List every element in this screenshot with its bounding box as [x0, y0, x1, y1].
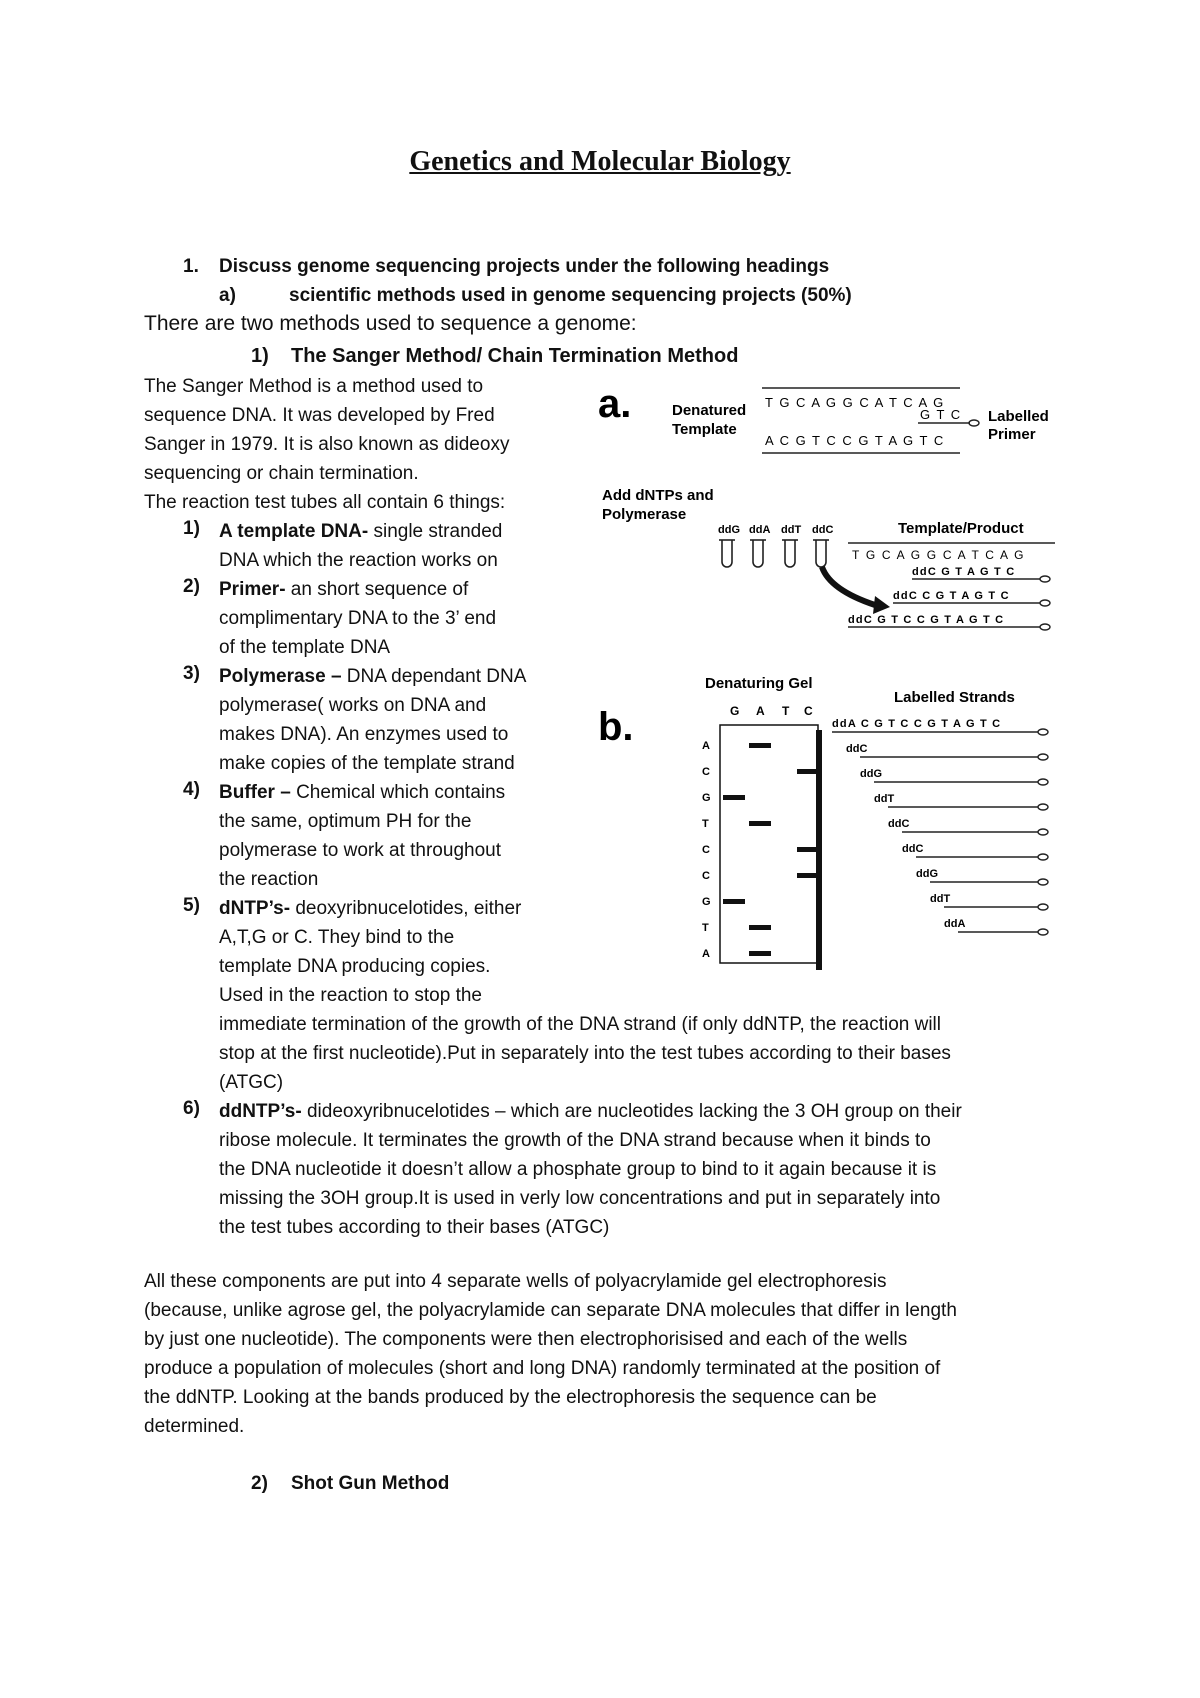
gel-row-label: C — [702, 870, 710, 882]
strand-label: ddC — [846, 743, 868, 755]
gel-band — [797, 873, 819, 878]
para2-line: produce a population of molecules (short and long DNA) randomly terminated at the position of — [144, 1358, 941, 1379]
item-line: the DNA nucleotide it doesn’t allow a phosphate group to bind to it again because it is — [219, 1159, 937, 1180]
item-number: 5) — [183, 895, 200, 916]
document-title: Genetics and Molecular Biology — [409, 146, 791, 177]
para2-line: All these components are put into 4 separate wells of polyacrylamide gel electrophoresis — [144, 1271, 887, 1292]
strand-label: ddG — [916, 868, 938, 880]
tube-label: ddT — [781, 524, 802, 536]
para1-line: sequence DNA. It was developed by Fred — [144, 405, 495, 426]
para1-line: The Sanger Method is a method used to — [144, 376, 484, 397]
item-line: the reaction — [219, 869, 319, 890]
gel-row-label: A — [702, 948, 710, 960]
method1-number: 1) — [251, 345, 269, 367]
denatured-template-label: Template — [672, 421, 737, 438]
strand-label: ddA C G T C C G T A G T C — [832, 718, 1002, 730]
para2-line: by just one nucleotide). The components were then electrophorisised and each of the wells — [144, 1329, 908, 1350]
arrowhead-icon — [873, 596, 890, 614]
svg-text:T G C A G G C A T C A G: T G C A G G C A T C A G — [852, 548, 1026, 562]
gel-title: Denaturing Gel — [705, 675, 813, 692]
primer-strand — [918, 407, 979, 426]
label-tag-icon — [1038, 754, 1048, 760]
para2-line: the ddNTP. Looking at the bands produced by the electrophoresis the sequence can be — [144, 1387, 877, 1408]
method2-title: Shot Gun Method — [291, 1473, 450, 1494]
item-line: ribose molecule. It terminates the growth of the DNA strand because when it binds to — [219, 1130, 931, 1151]
svg-text:A C G T C C G T A G T C: A C G T C C G T A G T C — [765, 433, 945, 448]
subquestion-label: a) — [219, 285, 236, 306]
gel-row-label: T — [702, 922, 709, 934]
item-term: Buffer – — [219, 782, 291, 803]
label-tag-icon — [1038, 854, 1048, 860]
item-line: missing the 3OH group.It is used in verly low concentrations and put in separately into — [219, 1188, 941, 1209]
strand-label: ddC — [888, 818, 910, 830]
labelled-strands-title: Labelled Strands — [894, 689, 1015, 706]
item-line: A,T,G or C. They bind to the — [219, 927, 455, 948]
product-strand — [912, 566, 1050, 582]
question-number: 1. — [183, 256, 199, 277]
item-line: template DNA producing copies. — [219, 956, 491, 977]
item-term: ddNTP’s- — [219, 1101, 302, 1122]
item-term: Polymerase – — [219, 666, 342, 687]
item-text: an short sequence of — [285, 579, 469, 600]
labelled-strands — [832, 718, 1048, 935]
strand-label: ddG — [860, 768, 882, 780]
label-tag-icon — [1038, 779, 1048, 785]
strand-label: ddT — [874, 793, 895, 805]
item-line: of the template DNA — [219, 637, 391, 658]
product-top-strand — [848, 543, 1055, 562]
panel-b-label: b. — [598, 705, 634, 749]
gel-band — [749, 743, 771, 748]
strand-label: ddA — [944, 918, 966, 930]
question-text: Discuss genome sequencing projects under the following headings — [219, 256, 830, 277]
label-tag-icon — [1038, 929, 1048, 935]
label-tag-icon — [1038, 829, 1048, 835]
tubes-intro: The reaction test tubes all contain 6 things: — [144, 492, 506, 513]
para1-line: Sanger in 1979. It is also known as dideoxy — [144, 434, 510, 455]
svg-text:ddC C G T A G T C: ddC C G T A G T C — [893, 590, 1010, 602]
item-line — [219, 1098, 962, 1127]
item-term: dNTP’s- — [219, 898, 291, 919]
item-term: A template DNA- — [219, 521, 369, 542]
item-line: immediate termination of the growth of the DNA strand (if only ddNTP, the reaction will — [219, 1014, 941, 1035]
svg-text:G T C: G T C — [920, 407, 962, 422]
item-text: deoxyribnucelotides, either — [290, 898, 522, 919]
gel-band — [749, 951, 771, 956]
item-line: makes DNA). An enzymes used to — [219, 724, 509, 745]
item-line — [219, 518, 502, 547]
item-number: 4) — [183, 779, 200, 800]
gel-row-label: C — [702, 844, 710, 856]
tube-label: ddC — [812, 524, 834, 536]
svg-text:ddC G T A G T C: ddC G T A G T C — [912, 566, 1016, 578]
item-line: complimentary DNA to the 3’ end — [219, 608, 497, 629]
para2-line: (because, unlike agrose gel, the polyacrylamide can separate DNA molecules that differ in length — [144, 1300, 957, 1321]
gel-lane-labels — [730, 704, 813, 718]
gel-bands — [723, 743, 819, 956]
template-product-label: Template/Product — [898, 520, 1024, 537]
item-line: Used in the reaction to stop the — [219, 985, 482, 1006]
gel-row-label: T — [702, 818, 709, 830]
item-text: DNA dependant DNA — [341, 666, 527, 687]
labelled-primer-label: Primer — [988, 426, 1036, 443]
arrow-icon — [822, 567, 875, 605]
item-line — [219, 576, 468, 605]
gel-lane-label: G — [730, 704, 740, 718]
test-tube-icon — [719, 540, 829, 567]
tube-label: ddG — [718, 524, 740, 536]
gel-lane-label: C — [804, 704, 813, 718]
item-line — [219, 663, 526, 692]
labelled-primer-label: Labelled — [988, 408, 1049, 425]
item-number: 6) — [183, 1098, 200, 1119]
para2-line: determined. — [144, 1416, 245, 1437]
gel-band — [749, 821, 771, 826]
svg-text:ddC G T C C G T A G T C: ddC G T C C G T A G T C — [848, 614, 1005, 626]
gel-band — [797, 769, 819, 774]
method1-title: The Sanger Method/ Chain Termination Method — [291, 345, 739, 367]
item-number: 3) — [183, 663, 200, 684]
gel-band — [723, 795, 745, 800]
item-line: polymerase( works on DNA and — [219, 695, 487, 716]
item-line: polymerase to work at throughout — [219, 840, 501, 861]
gel-band — [797, 847, 819, 852]
label-tag-icon — [1038, 904, 1048, 910]
label-tag-icon — [1038, 729, 1048, 735]
item-line: stop at the first nucleotide).Put in separately into the test tubes according to their bases — [219, 1043, 951, 1064]
gel-row-label: G — [702, 896, 711, 908]
item-line: the same, optimum PH for the — [219, 811, 472, 832]
item-text: Chemical which contains — [290, 782, 506, 803]
add-dntps-label: Add dNTPs and — [602, 487, 714, 504]
gel-lane-label: T — [782, 704, 790, 718]
label-tag-icon — [1038, 879, 1048, 885]
add-dntps-label: Polymerase — [602, 506, 687, 523]
sanger-figure — [590, 385, 1075, 975]
gel-row-label: C — [702, 766, 710, 778]
gel-row-label: A — [702, 740, 710, 752]
item-text: single stranded — [368, 521, 503, 542]
label-tag-icon — [1038, 804, 1048, 810]
item-line: the test tubes according to their bases (ATGC) — [219, 1217, 610, 1238]
item-line — [219, 779, 505, 808]
item-line: (ATGC) — [219, 1072, 284, 1093]
strand-label: ddT — [930, 893, 951, 905]
template-bottom-strand — [762, 433, 960, 453]
gel-band — [723, 899, 745, 904]
svg-text:T G C A G G C A T C A G: T G C A G G C A T C A G — [765, 395, 945, 410]
strand-label: ddC — [902, 843, 924, 855]
panel-a-label: a. — [598, 385, 632, 426]
method2-number: 2) — [251, 1473, 268, 1494]
subquestion-text: scientific methods used in genome sequencing projects (50%) — [289, 285, 852, 306]
product-strand — [848, 614, 1050, 630]
gel-row-labels — [702, 740, 711, 960]
gel-lane-label: A — [756, 704, 765, 718]
item-number: 1) — [183, 518, 200, 539]
item-line — [219, 895, 521, 924]
item-number: 2) — [183, 576, 200, 597]
gel-band — [749, 925, 771, 930]
tube-label: ddA — [749, 524, 771, 536]
item-line: make copies of the template strand — [219, 753, 515, 774]
item-text: dideoxyribnucelotides – which are nucleotides lacking the 3 OH group on their — [301, 1101, 962, 1122]
para1-line: sequencing or chain termination. — [144, 463, 419, 484]
product-strand — [893, 590, 1050, 606]
item-term: Primer- — [219, 579, 286, 600]
denatured-template-label: Denatured — [672, 402, 747, 419]
intro-text: There are two methods used to sequence a genome: — [144, 312, 637, 335]
gel-row-label: G — [702, 792, 711, 804]
item-line: DNA which the reaction works on — [219, 550, 498, 571]
